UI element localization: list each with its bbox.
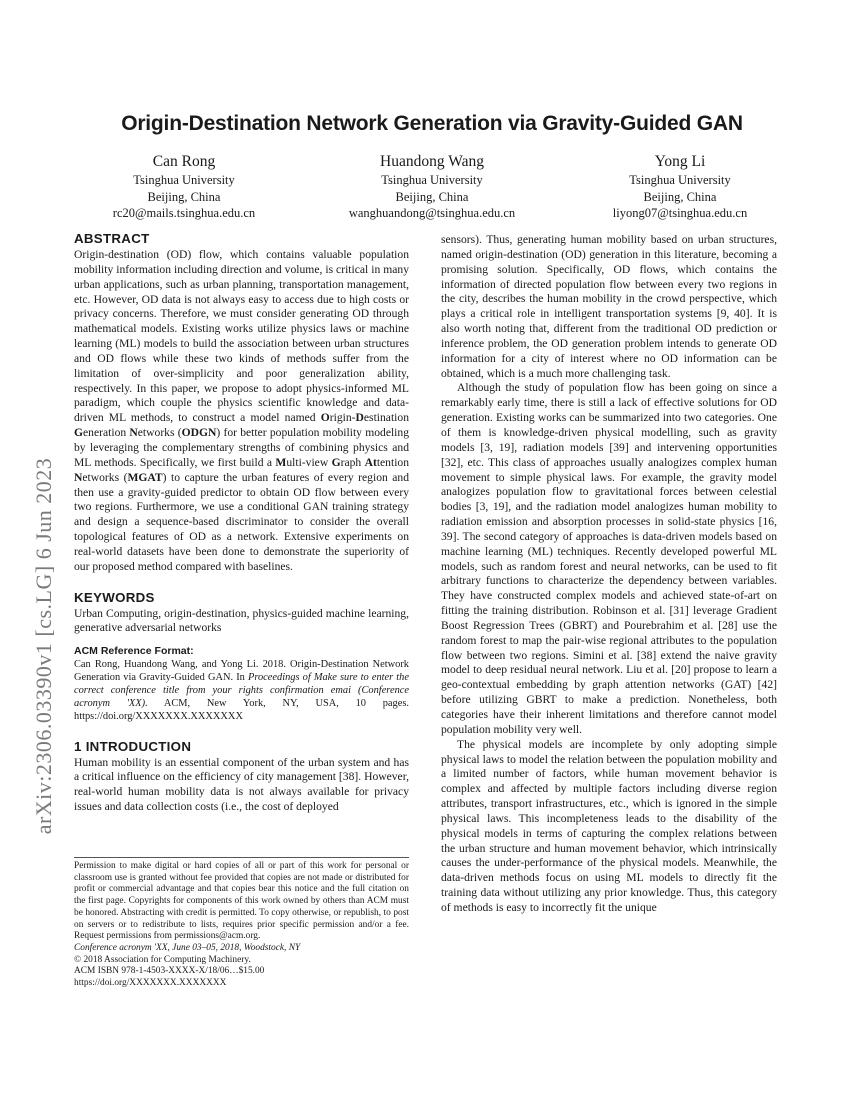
acm-reference-text: Can Rong, Huandong Wang, and Yong Li. 2018. Origin-Destination Network Generation via Gravity-Guided GAN. In Proceedings of Make sure to enter the correct conference title from your rights confirmation emai (Conference acronym 'XX). ACM, New York, NY, USA, 10 pages. https://doi.org/XXXXXXX.XXXXXXX <box>74 658 409 723</box>
keywords-heading: KEYWORDS <box>74 589 155 605</box>
author-name: Huandong Wang <box>380 153 484 170</box>
author-email: rc20@mails.tsinghua.edu.cn <box>112 206 256 220</box>
author-1 <box>60 152 308 222</box>
author-affiliation: Tsinghua University <box>133 173 235 187</box>
author-name: Can Rong <box>152 153 216 170</box>
introduction-paragraph-3: The physical models are incomplete by only adopting simple physical laws to model the relation between the population mobility and a limited number of factors, while human movement behavior is complex and affected by multiple factors including diverse region attributes, transport infrastructures, etc., which is ignored in the simple physical laws. This incompleteness leads to the disability of the physical models in terms of capturing the complex relations between the urban structure and human movement behavior, which intrinsically causes the under-performance of the physical models. Meanwhile, the data-driven methods focus on using ML models to directly fit the training data without utilizing any prior knowledge. Thus, this category of methods is easy to incorrectly fit the unique <box>441 737 777 914</box>
isbn-line: ACM ISBN 978-1-4503-XXXX-X/18/06…$15.00 <box>74 966 265 977</box>
paper-title: Origin-Destination Network Generation via Gravity-Guided GAN <box>121 112 743 135</box>
permission-notice: Permission to make digital or hard copies of all or part of this work for personal or classroom use is granted without fee provided that copies are not made or distributed for profit or commercial advantage and that copies bear this notice and the full citation on the first page. Copyrights for components of this work owned by others than ACM must be honored. Abstracting with credit is permitted. To copy otherwise, or republish, to post on servers or to redistribute to lists, requires prior specific permission and/or a fee. Request permissions from permissions@acm.org. <box>74 861 409 942</box>
introduction-paragraph-1: Human mobility is an essential component of the urban system and has a critical influence on the efficiency of city management [38]. However, real-world human mobility data is not always available for privacy issues and data collection costs (i.e., the cost of deployed <box>74 755 409 814</box>
author-3 <box>556 152 804 222</box>
doi-line: https://doi.org/XXXXXXX.XXXXXXX <box>74 978 227 989</box>
introduction-paragraph-2: Although the study of population flow has been going on since a remarkably early time, there is still a lack of effective solutions for OD generation. Existing works can be summarized into two categories. One of them is knowledge-driven physical modelling, such as gravity models [3, 19], radiation models [39] and intervening opportunities [32], etc. This class of approaches usually analogizes complex human movement to simple physical laws. For example, the gravity model analogizes population flow to gravitational forces between celestial bodies [3, 19], and the radiation model analogizes human mobility to radiation emission and absorption processes in solid-state physics [16, 39]. The second category of approaches is data-driven models based on machine learning (ML) techniques. Recently developed powerful ML models, such as random forest and neural networks, can be used to fit arbitrary functions to characterize the dependency between variables. They have constructed complex models and achieved state-of-art on fitting the training distribution. Robinson et al. [31] leverage Gradient Boost Regression Trees (GBRT) and Pourebrahim et al. [28] use the random forest to map the pair-wise regional attributes to the population flow between two regions. Simini et al. [38] extend the naive gravity model to deep residual neural network. Liu et al. [20] propose to learn a geo-contextual embedding by graph attention networks (GAT) [42] before utilizing GBRT to make a prediction. Nonetheless, both categories have their inherent limitations and therefore cannot model population mobility very well. <box>441 381 777 736</box>
author-affiliation: Tsinghua University <box>629 173 731 187</box>
introduction-heading: 1 INTRODUCTION <box>74 738 192 754</box>
author-affiliation: Tsinghua University <box>381 173 483 187</box>
author-location: Beijing, China <box>147 189 221 204</box>
author-location: Beijing, China <box>643 189 717 204</box>
author-email: liyong07@tsinghua.edu.cn <box>612 206 748 220</box>
arxiv-identifier: arXiv:2306.03390v1 [cs.LG] 6 Jun 2023 <box>31 457 56 835</box>
conference-line: Conference acronym 'XX, June 03–05, 2018, Woodstock, NY <box>74 942 301 953</box>
acm-reference-heading: ACM Reference Format: <box>74 644 194 657</box>
right-column <box>441 233 777 916</box>
abstract-heading: ABSTRACT <box>74 231 150 246</box>
abstract-text: Origin-destination (OD) flow, which contains valuable population mobility information including direction and volume, is critical in many urban applications, such as urban planning, transportation management, etc. However, OD data is not always easy to access due to high costs or privacy concerns. Therefore, we must consider generating OD through mathematical models. Existing works utilize physics laws or machine learning (ML) models to build the association between urban structures and OD flows while these two kinds of methods suffer from the limitation of over-simplicity and poor generalization ability, respectively. In this paper, we propose to adopt physics-informed ML paradigm, which couple the physics scientific knowledge and data-driven ML methods, to construct a model named Origin-Destination Generation Networks (ODGN) for better population mobility modeling by leveraging the complementary strengths of combining physics and ML methods. Specifically, we first build a Multi-view Graph Attention Networks (MGAT) to capture the urban features of every region and then use a gravity-guided predictor to obtain OD flow between every two regions. Furthermore, we use a conditional GAN training strategy and design a sequence-based discriminator to consider the overall topological features of OD as a network. Extensive experiments on real-world datasets have been done to demonstrate the superiority of our proposed method compared with baselines. <box>74 248 410 573</box>
author-block <box>60 152 804 222</box>
author-location: Beijing, China <box>395 189 469 204</box>
keywords-text: Urban Computing, origin-destination, physics-guided machine learning, generative adversarial networks <box>74 606 409 634</box>
author-2 <box>308 152 556 222</box>
copyright-line: © 2018 Association for Computing Machinery. <box>74 954 251 965</box>
left-column <box>74 230 409 815</box>
author-name: Yong Li <box>654 153 706 170</box>
copyright-footnote <box>74 857 409 990</box>
author-email: wanghuandong@tsinghua.edu.cn <box>348 206 516 220</box>
introduction-paragraph-1-continued: sensors). Thus, generating human mobility based on urban structures, named origin-destination (OD) generation in this literature, becoming a promising solution. Specifically, OD flows, which contains the information of directed population flow between every two regions in the city, describes the human mobility in the crowd perspective, which plays a critical role in intelligent transportation systems [9, 40]. It is also worth noting that, different from the traditional OD prediction or inference problem, the OD generation problem intends to generate OD information for a city of interest where no OD information can be obtained, which is a much more challenging task. <box>441 233 777 380</box>
